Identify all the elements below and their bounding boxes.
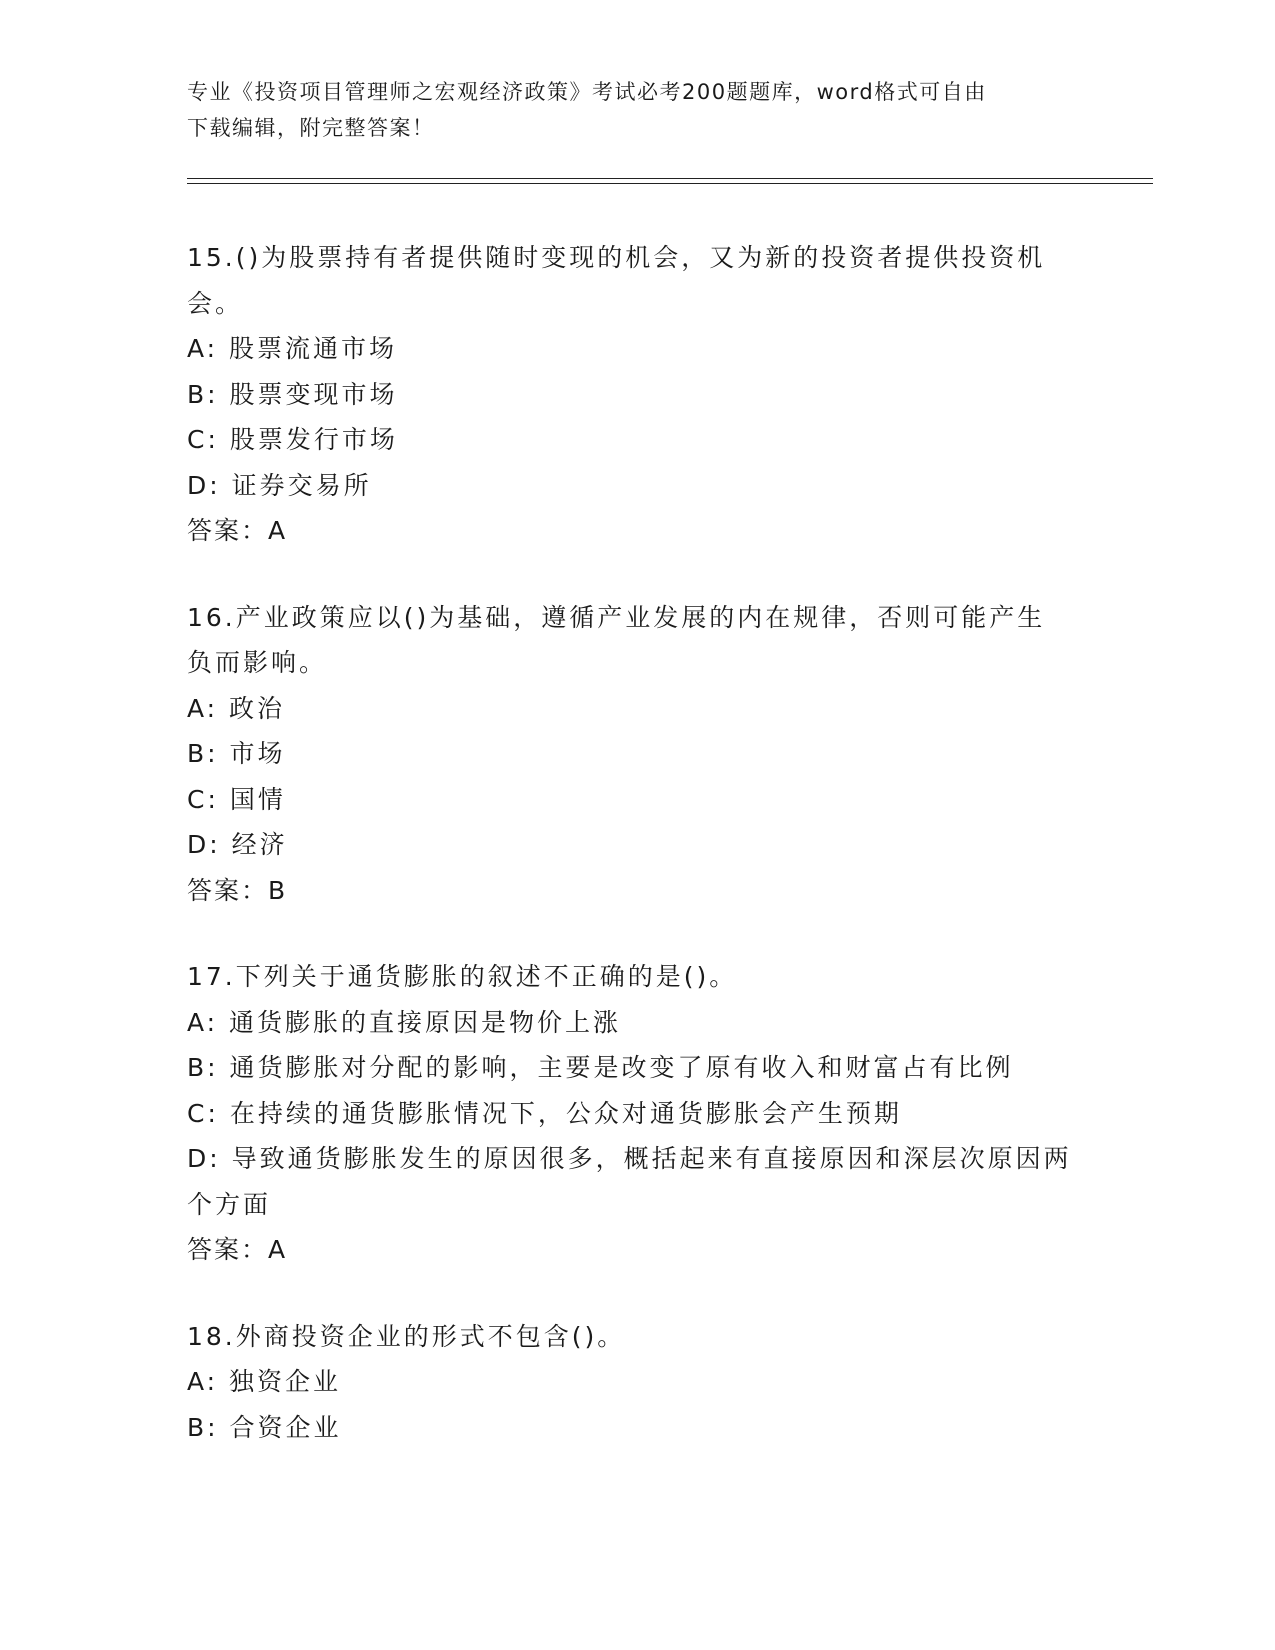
answer-value: A [268,1235,288,1264]
answer-label: 答案： [187,875,269,905]
question-stem: 16.产业政策应以()为基础，遵循产业发展的内在规律，否则可能产生负而影响。 [187,602,1046,677]
option-a: A: 通货膨胀的直接原因是物价上涨 [187,1007,622,1037]
question-17 [187,954,1087,1273]
question-stem: 15.()为股票持有者提供随时变现的机会，又为新的投资者提供投资机会。 [187,243,1046,318]
question-stem: 17.下列关于通货膨胀的叙述不正确的是()。 [187,962,738,991]
header-line-1: 专业《投资项目管理师之宏观经济政策》考试必考200题题库，word格式可自由 [187,80,987,104]
header-line-2: 下载编辑，附完整答案！ [187,116,435,140]
option-d: D: 证券交易所 [187,470,372,500]
option-d: D: 经济 [187,830,288,859]
option-c: C: 在持续的通货膨胀情况下，公众对通货膨胀会产生预期 [187,1098,902,1128]
option-a: A: 独资企业 [187,1367,342,1396]
answer-label: 答案： [187,516,269,545]
option-c: C: 股票发行市场 [187,425,398,454]
answer-value: B [268,875,288,905]
option-a: A: 政治 [187,693,286,723]
answer-value: A [268,516,288,545]
answer-line [187,868,1087,914]
answer-label: 答案： [187,1235,269,1264]
option-b: B: 市场 [187,739,286,768]
option-a: A: 股票流通市场 [187,334,398,363]
question-list [187,235,1087,1491]
option-b: B: 通货膨胀对分配的影响，主要是改变了原有收入和财富占有比例 [187,1053,1014,1082]
question-18 [187,1314,1087,1451]
answer-line [187,508,1087,554]
answer-line [187,1227,1087,1273]
option-b: B: 合资企业 [187,1412,342,1442]
question-16 [187,595,1087,914]
question-15 [187,235,1087,554]
document-header [187,74,1067,146]
option-c: C: 国情 [187,784,286,814]
header-divider-bottom [187,183,1153,184]
header-divider-top [187,178,1153,179]
question-stem: 18.外商投资企业的形式不包含()。 [187,1321,626,1351]
option-d: D: 导致通货膨胀发生的原因很多，概括起来有直接原因和深层次原因两个方面 [187,1144,1072,1219]
option-b: B: 股票变现市场 [187,379,398,409]
